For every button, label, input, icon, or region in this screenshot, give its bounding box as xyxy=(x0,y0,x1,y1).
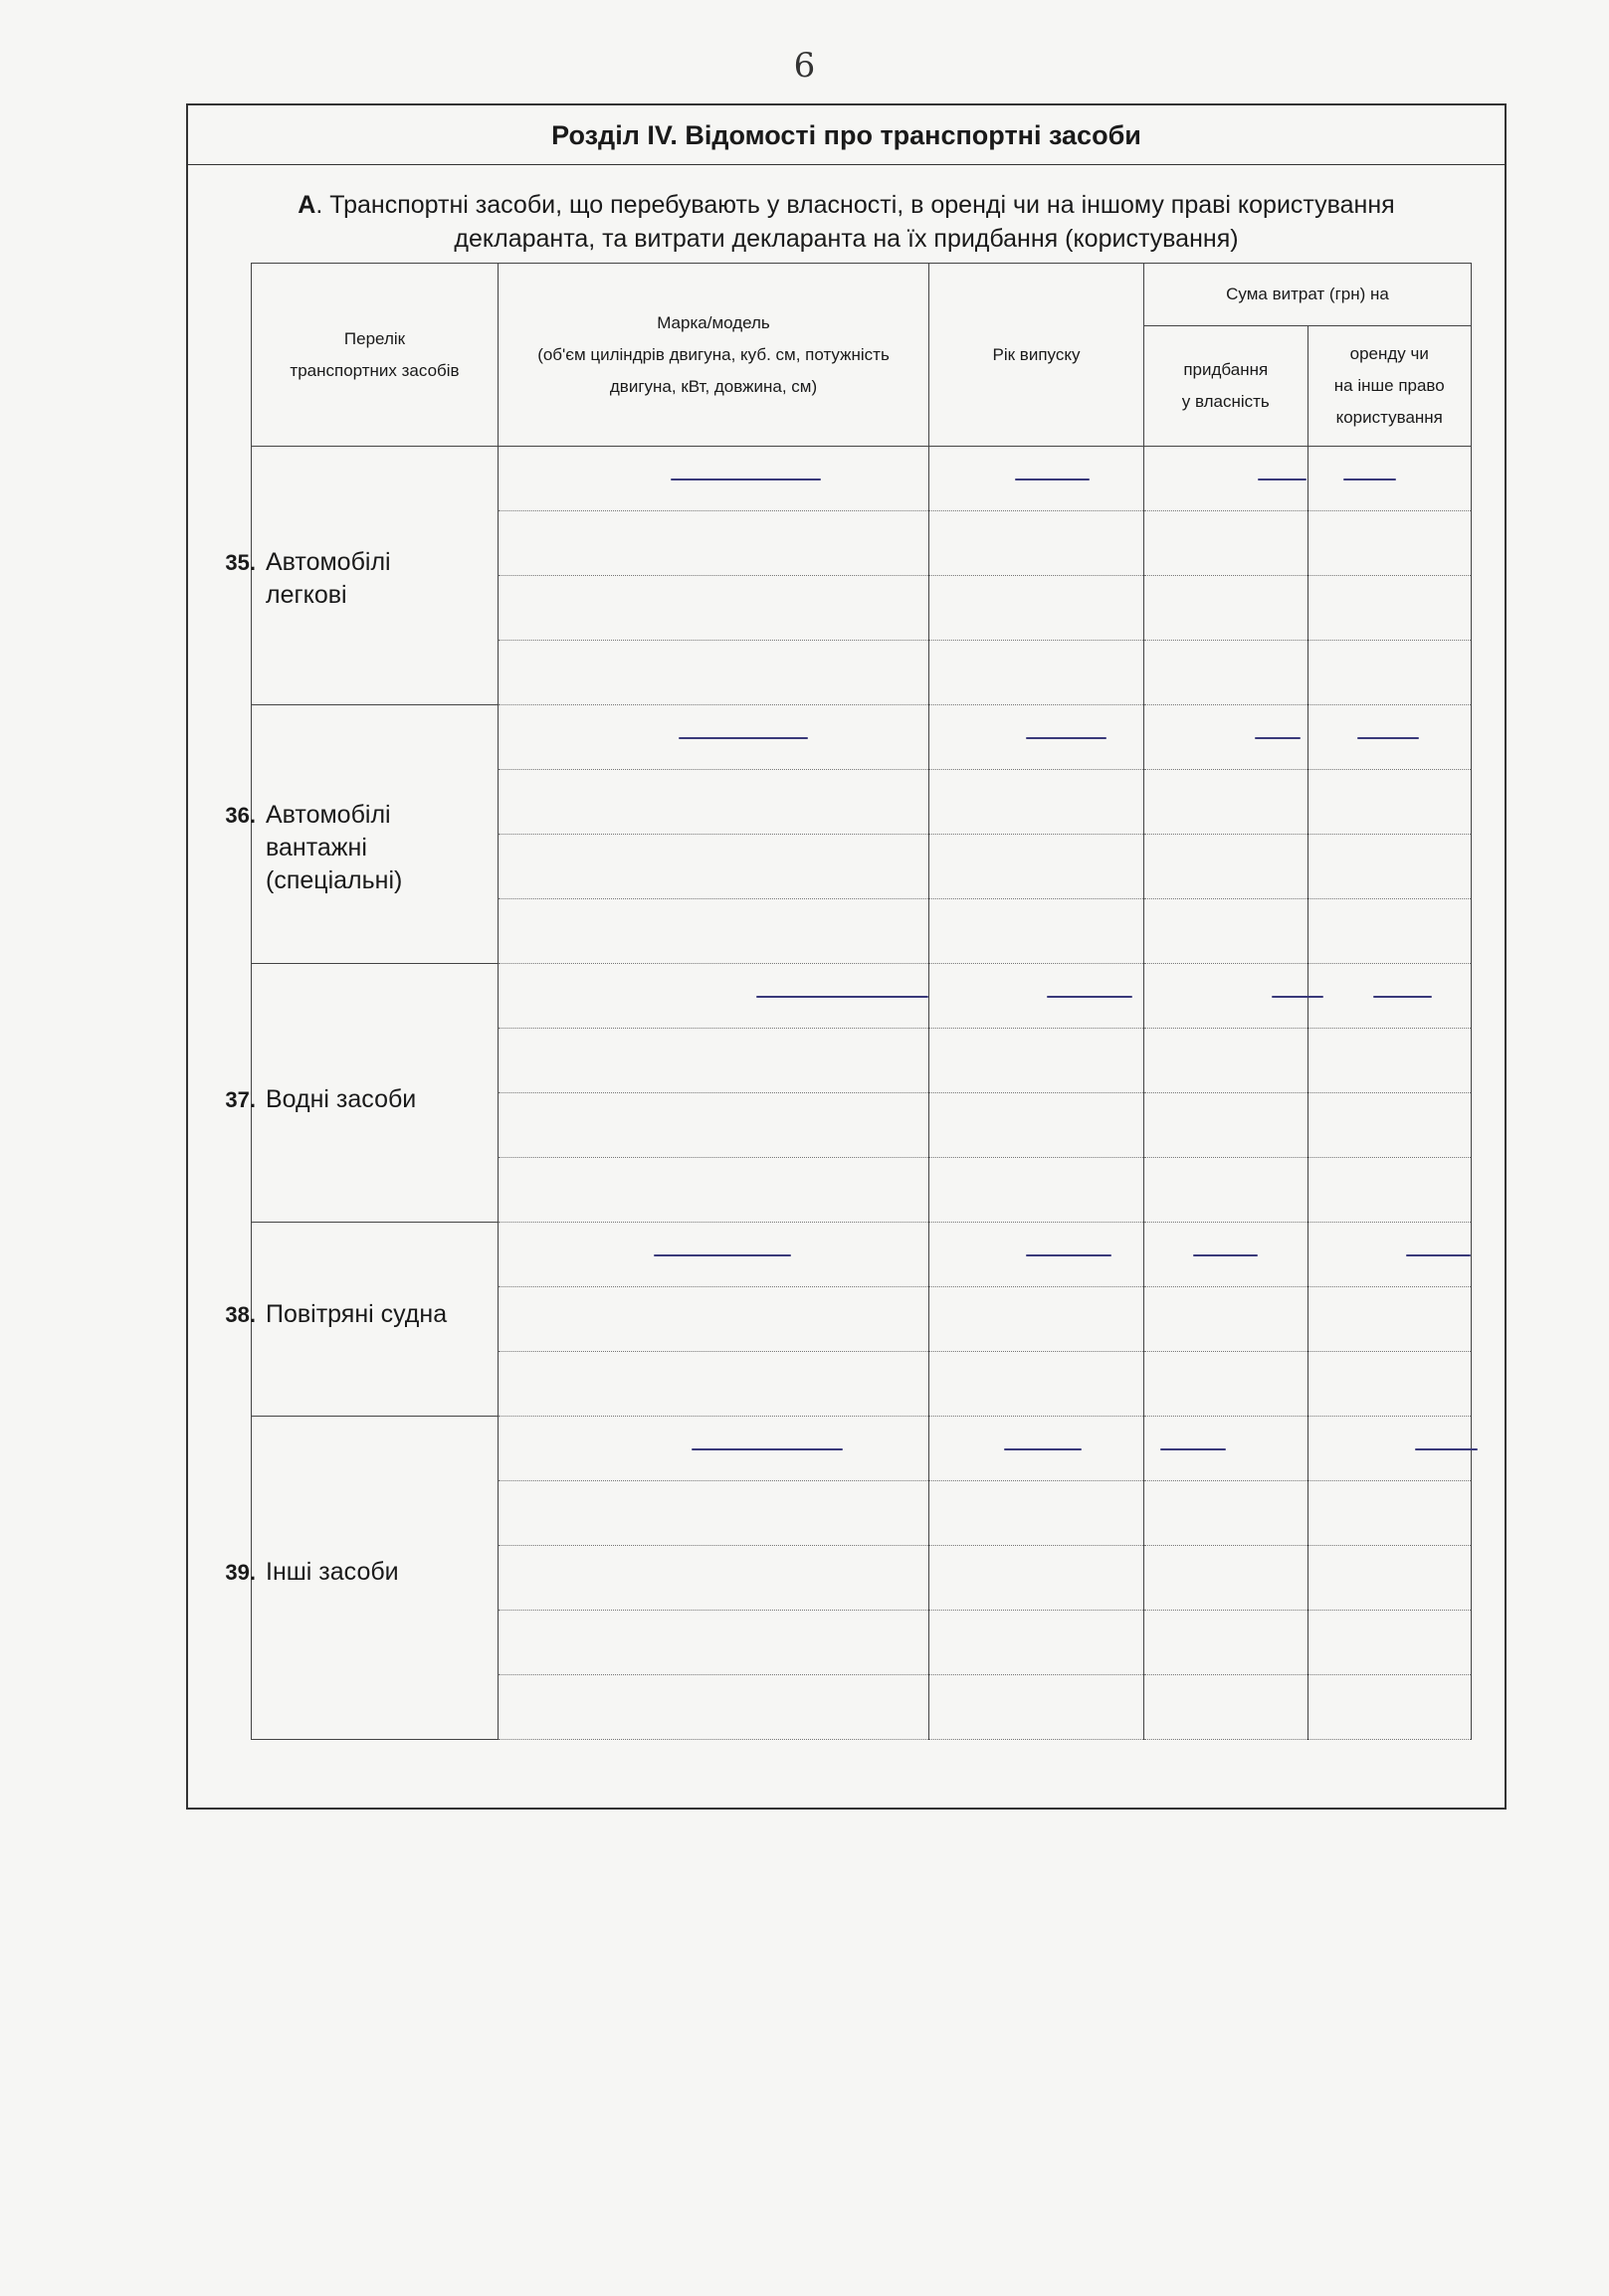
table-cell[interactable] xyxy=(1144,641,1308,705)
category-line3: (спеціальні) xyxy=(266,866,403,894)
table-cell[interactable] xyxy=(1144,705,1308,770)
dash-mark xyxy=(1255,737,1301,739)
header-model-line2: (об'єм циліндрів двигуна, куб. см, потужність xyxy=(537,344,890,364)
category-cell xyxy=(225,964,499,1223)
header-purchase-line1: придбання xyxy=(1183,360,1269,379)
dash-mark xyxy=(692,1448,842,1450)
category-cell xyxy=(225,1417,499,1740)
table-cell[interactable] xyxy=(1307,1158,1472,1223)
header-model-line3: двигуна, кВт, довжина, см) xyxy=(609,376,818,396)
table-cell[interactable] xyxy=(929,641,1144,705)
category-line1: Автомобілі xyxy=(266,801,391,829)
dash-mark xyxy=(671,478,821,480)
dash-mark xyxy=(1026,737,1107,739)
dash-mark xyxy=(1004,1448,1081,1450)
category-line1: Повітряні судна xyxy=(266,1300,448,1328)
table-cell[interactable] xyxy=(1307,511,1472,576)
table-cell[interactable] xyxy=(1307,1093,1472,1158)
table-cell[interactable] xyxy=(499,447,929,511)
header-vehicle-list xyxy=(252,264,499,447)
table-cell[interactable] xyxy=(1144,770,1308,835)
header-rent-line2: на інше право xyxy=(1333,376,1445,395)
table-cell[interactable] xyxy=(499,1223,929,1287)
table-cell[interactable] xyxy=(929,835,1144,899)
table-cell[interactable] xyxy=(1307,1352,1472,1417)
table-cell[interactable] xyxy=(1144,576,1308,641)
dash-mark xyxy=(756,996,928,998)
header-purchase-line2: у власність xyxy=(1181,392,1270,411)
table-cell[interactable] xyxy=(499,1093,929,1158)
table-cell[interactable] xyxy=(499,770,929,835)
header-list-line2: транспортних засобів xyxy=(290,360,460,380)
table-cell[interactable] xyxy=(929,511,1144,576)
category-number: 35. xyxy=(225,550,256,575)
table-cell[interactable] xyxy=(499,511,929,576)
table-cell[interactable] xyxy=(1307,964,1472,1029)
header-list-line1: Перелік xyxy=(343,328,406,348)
table-cell[interactable] xyxy=(1307,576,1472,641)
table-cell[interactable] xyxy=(1144,1029,1308,1093)
table-cell[interactable] xyxy=(1307,447,1472,511)
subtitle-letter: А xyxy=(298,191,316,219)
header-model-line1: Марка/модель xyxy=(657,312,770,332)
category-number: 37. xyxy=(225,1087,256,1112)
table-cell[interactable] xyxy=(1307,705,1472,770)
table-cell[interactable] xyxy=(499,1158,929,1223)
table-cell[interactable] xyxy=(1144,1611,1308,1675)
table-cell[interactable] xyxy=(1307,899,1472,964)
table-cell[interactable] xyxy=(1307,770,1472,835)
table-cell[interactable] xyxy=(929,1546,1144,1611)
dash-mark xyxy=(1357,737,1419,739)
category-number: 36. xyxy=(225,803,256,828)
table-cell[interactable] xyxy=(499,1546,929,1611)
dash-mark xyxy=(1343,478,1395,480)
table-cell[interactable] xyxy=(1144,1546,1308,1611)
table-cell[interactable] xyxy=(929,964,1144,1029)
table-cell[interactable] xyxy=(1144,835,1308,899)
table-cell[interactable] xyxy=(929,1352,1144,1417)
header-year: Рік випуску xyxy=(929,264,1144,447)
table-cell[interactable] xyxy=(1307,641,1472,705)
table-cell[interactable] xyxy=(499,576,929,641)
table-cell[interactable] xyxy=(929,1158,1144,1223)
table-cell[interactable] xyxy=(1144,1223,1308,1287)
table-cell[interactable] xyxy=(1307,1417,1472,1481)
table-cell[interactable] xyxy=(499,1287,929,1352)
table-cell[interactable] xyxy=(929,899,1144,964)
table-cell[interactable] xyxy=(929,770,1144,835)
category-number: 39. xyxy=(225,1560,256,1585)
table-cell[interactable] xyxy=(1144,447,1308,511)
table-cell[interactable] xyxy=(1307,1287,1472,1352)
category-line1: Автомобілі xyxy=(266,548,391,576)
category-label xyxy=(225,546,391,612)
category-number: 38. xyxy=(225,1302,256,1327)
table-cell[interactable] xyxy=(1144,1158,1308,1223)
table-cell[interactable] xyxy=(1307,1675,1472,1740)
vehicles-table-body xyxy=(225,447,1472,1740)
dash-mark xyxy=(1406,1254,1471,1256)
header-rent xyxy=(1307,326,1472,447)
table-cell[interactable] xyxy=(1144,511,1308,576)
table-cell[interactable] xyxy=(929,447,1144,511)
table-cell[interactable] xyxy=(499,835,929,899)
table-cell[interactable] xyxy=(499,964,929,1029)
table-cell[interactable] xyxy=(1144,1352,1308,1417)
table-cell[interactable] xyxy=(929,1481,1144,1546)
category-label xyxy=(225,1083,417,1116)
category-label xyxy=(225,1298,448,1331)
header-purchase xyxy=(1144,326,1308,447)
dash-mark xyxy=(1026,1254,1111,1256)
dash-mark xyxy=(679,737,808,739)
subtitle-line-1 xyxy=(228,188,1465,222)
section-subtitle xyxy=(228,188,1465,256)
table-cell[interactable] xyxy=(929,576,1144,641)
table-cell[interactable] xyxy=(499,1611,929,1675)
table-cell[interactable] xyxy=(499,1481,929,1546)
table-cell[interactable] xyxy=(929,1093,1144,1158)
table-cell[interactable] xyxy=(499,1352,929,1417)
table-row xyxy=(252,1417,1472,1481)
dash-mark xyxy=(1047,996,1132,998)
header-rent-line1: оренду чи xyxy=(1349,344,1429,363)
table-cell[interactable] xyxy=(499,1675,929,1740)
table-cell[interactable] xyxy=(929,1417,1144,1481)
table-cell[interactable] xyxy=(929,1029,1144,1093)
table-cell[interactable] xyxy=(929,1287,1144,1352)
table-cell[interactable] xyxy=(1144,1481,1308,1546)
table-cell[interactable] xyxy=(499,899,929,964)
table-cell[interactable] xyxy=(1144,1675,1308,1740)
header-expenses: Сума витрат (грн) на xyxy=(1144,264,1472,326)
table-cell[interactable] xyxy=(929,1611,1144,1675)
table-cell[interactable] xyxy=(499,641,929,705)
page-number: 6 xyxy=(793,46,816,86)
table-cell[interactable] xyxy=(1307,1029,1472,1093)
table-cell[interactable] xyxy=(1307,1481,1472,1546)
header-rent-line3: користування xyxy=(1335,408,1443,427)
table-row xyxy=(252,1223,1472,1287)
category-cell xyxy=(225,705,499,964)
category-line2: легкові xyxy=(266,581,347,609)
dash-mark xyxy=(1160,1448,1225,1450)
header-model xyxy=(499,264,929,447)
dash-mark xyxy=(1193,1254,1258,1256)
category-cell xyxy=(225,1223,499,1417)
table-cell[interactable] xyxy=(1307,1223,1472,1287)
dash-mark xyxy=(1015,478,1090,480)
dash-mark xyxy=(1258,478,1307,480)
dash-mark xyxy=(1415,1448,1477,1450)
table-row xyxy=(252,964,1472,1029)
subtitle-line-2: декларанта, та витрати декларанта на їх придбання (користування) xyxy=(454,225,1239,253)
table-cell[interactable] xyxy=(1144,1287,1308,1352)
table-cell[interactable] xyxy=(1307,1546,1472,1611)
section-title: Розділ IV. Відомості про транспортні засоби xyxy=(188,105,1505,165)
table-cell[interactable] xyxy=(1307,1611,1472,1675)
table-cell[interactable] xyxy=(499,1417,929,1481)
category-label xyxy=(225,1556,399,1589)
table-cell[interactable] xyxy=(499,1029,929,1093)
table-cell[interactable] xyxy=(1144,1417,1308,1481)
dash-mark xyxy=(654,1254,791,1256)
table-cell[interactable] xyxy=(929,705,1144,770)
subtitle-text-1: . Транспортні засоби, що перебувають у власності, в оренді чи на іншому праві користування xyxy=(315,191,1395,219)
category-cell xyxy=(225,447,499,705)
table-cell[interactable] xyxy=(1144,899,1308,964)
table-cell[interactable] xyxy=(929,1223,1144,1287)
table-cell[interactable] xyxy=(1144,964,1308,1029)
table-cell[interactable] xyxy=(929,1675,1144,1740)
table-row xyxy=(252,705,1472,770)
vehicles-table xyxy=(225,263,1472,1740)
table-cell[interactable] xyxy=(1307,835,1472,899)
table-cell[interactable] xyxy=(499,705,929,770)
category-line1: Водні засоби xyxy=(266,1085,417,1113)
category-label xyxy=(225,799,403,897)
table-cell[interactable] xyxy=(1144,1093,1308,1158)
dash-mark xyxy=(1373,996,1432,998)
category-line1: Інші засоби xyxy=(266,1558,399,1586)
table-row xyxy=(252,447,1472,511)
section-frame xyxy=(186,103,1507,1810)
category-line2: вантажні xyxy=(266,834,367,861)
